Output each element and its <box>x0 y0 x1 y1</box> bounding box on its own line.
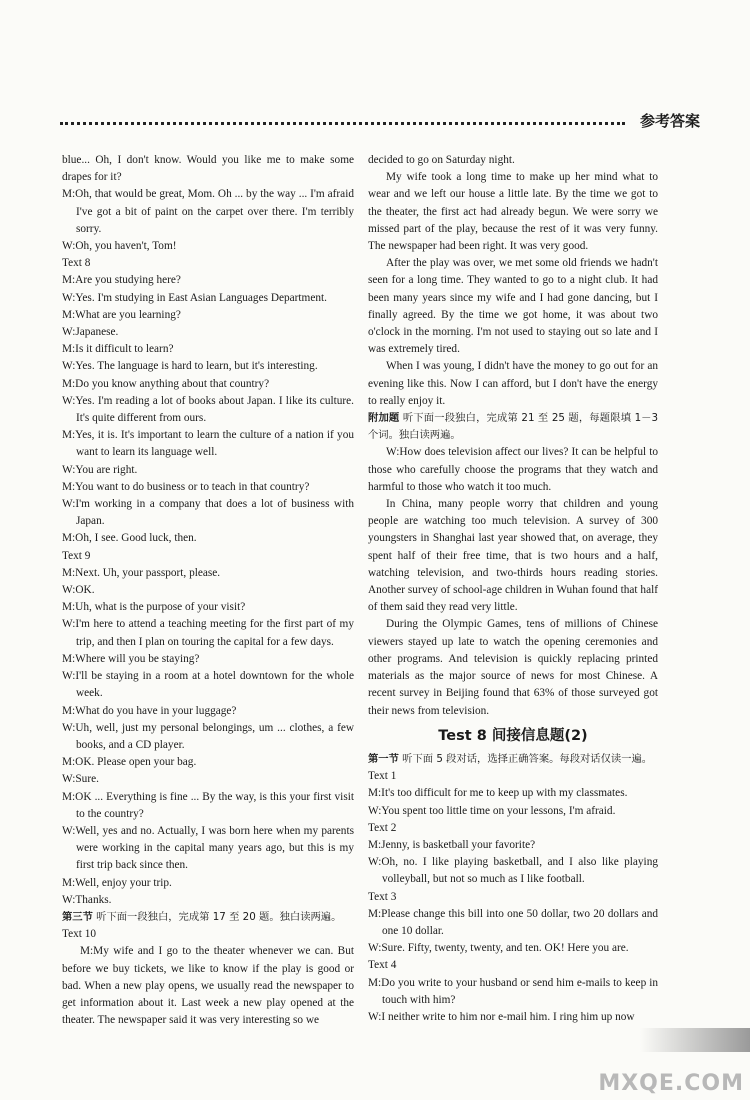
dotted-rule <box>60 122 625 125</box>
continued-text: decided to go on Saturday night. <box>368 154 515 166</box>
text-label: Text 8 <box>62 257 91 270</box>
paragraph: In China, many people worry that children and young people are watching too much television. A survey of 300 youngsters in Shanghai last year showed that, on average, they spent half of their free time, that is two hours and a half, watching television, and two-thirds hours reading stories. Another survey of school-age children in Wuhan found that half of them said they read very little. <box>368 498 658 614</box>
paragraph: My wife took a long time to make up her mind what to wear and we left our house a little late. By the time we got to the theater, the first act had already begun. We were sorry we missed part of the play, because the rest of it was very funny. The newspaper had been right. It was very good. <box>368 171 658 253</box>
dialogue-line: M:Jenny, is basketball your favorite? <box>368 838 536 851</box>
section-text: 听下面 5 段对话，选择正确答案。每段对话仅读一遍。 <box>398 752 653 765</box>
section-label: 第一节 <box>368 752 399 765</box>
dialogue-line: M:Is it difficult to learn? <box>62 343 174 356</box>
continued-text: blue... Oh, I don't know. Would you like me to make some drapes for it? <box>62 154 354 184</box>
text-label: Text 4 <box>368 959 397 972</box>
section-instruction <box>368 410 658 444</box>
dialogue-line: W:You spent too little time on your lessons, I'm afraid. <box>368 804 616 817</box>
watermark-logo: MXQE.COM <box>598 1071 744 1096</box>
dialogue-line: W:Yes. I'm studying in East Asian Languages Department. <box>62 291 327 304</box>
dialogue-line: M:You want to do business or to teach in that country? <box>62 480 310 493</box>
section-label: 第三节 <box>62 910 93 923</box>
watermark-band <box>640 1028 750 1052</box>
dialogue-line: M:Yes, it is. It's important to learn the culture of a nation if you want to learn its language well. <box>62 429 354 459</box>
dialogue-line: M:It's too difficult for me to keep up with my classmates. <box>368 787 628 800</box>
dialogue-line: M:OK. Please open your bag. <box>62 756 197 769</box>
dialogue-line: W:Thanks. <box>62 893 112 906</box>
dialogue-line: M:Are you studying here? <box>62 274 181 287</box>
paragraph: When I was young, I didn't have the money to go out for an evening like this. Now I can afford, but I don't have the energy to really enjoy it. <box>368 360 658 407</box>
dialogue-line: M:Please change this bill into one 50 dollar, two 20 dollars and one 10 dollar. <box>368 907 658 937</box>
section-label: 附加题 <box>368 412 400 425</box>
dialogue-line: M:What do you have in your luggage? <box>62 704 237 717</box>
dialogue-line: W:I'm working in a company that does a lot of business with Japan. <box>62 498 354 528</box>
text-label: Text 2 <box>368 821 397 834</box>
dialogue-line: W:I'm here to attend a teaching meeting for the first part of my trip, and then I plan on touring the capital for a few days. <box>62 618 354 648</box>
dialogue-line: W:Yes. The language is hard to learn, but it's interesting. <box>62 360 318 373</box>
test-heading: Test 8 间接信息题(2) <box>438 727 588 744</box>
section-instruction <box>62 909 354 926</box>
dialogue-line: M:Next. Uh, your passport, please. <box>62 566 221 579</box>
section-text: 听下面一段独白，完成第 17 至 20 题。独白读两遍。 <box>92 910 342 923</box>
header-title: 参考答案 <box>639 112 700 130</box>
dialogue-line: W:I'll be staying in a room at a hotel downtown for the whole week. <box>62 670 354 700</box>
section-instruction <box>368 751 658 768</box>
text-label: Text 10 <box>62 928 97 941</box>
text-label: Text 9 <box>62 549 91 562</box>
right-column <box>368 152 658 1026</box>
dialogue-line: W:Well, yes and no. Actually, I was born here when my parents were working in the capital many years ago, but this is my first trip back since then. <box>62 824 354 872</box>
dialogue-line: M:Do you write to your husband or send him e-mails to keep in touch with him? <box>368 976 658 1006</box>
paragraph: W:How does television affect our lives? It can be helpful to those who carefully choose the programs that they watch and harmful to those who watch it too much. <box>368 446 658 493</box>
text-label: Text 3 <box>368 890 397 903</box>
dialogue-line: M:Oh, I see. Good luck, then. <box>62 532 197 545</box>
dialogue-line: M:Well, enjoy your trip. <box>62 876 172 889</box>
text-label: Text 1 <box>368 770 397 783</box>
page-header <box>60 110 700 136</box>
dialogue-line: W:You are right. <box>62 463 138 476</box>
paragraph: After the play was over, we met some old friends we hadn't seen for a long time. They wanted to go to a night club. It had been many years since my wife and I had gone dancing, but I finally agreed. By the time we got home, it was about two o'clock in the morning. I'm not used to staying out so late and I was extremely tired. <box>368 257 658 356</box>
dialogue-line: W:Sure. <box>62 773 99 786</box>
dialogue-line: W:Uh, well, just my personal belongings, um ... clothes, a few books, and a CD player. <box>62 721 354 751</box>
dialogue-line: W:OK. <box>62 584 95 597</box>
dialogue-line: W:Japanese. <box>62 326 119 339</box>
dialogue-line: M:OK ... Everything is fine ... By the way, is this your first visit to the country? <box>62 790 354 820</box>
dialogue-line: W:Yes. I'm reading a lot of books about Japan. I like its culture. It's quite different from ours. <box>62 394 354 425</box>
dialogue-line: M:Where will you be staying? <box>62 652 200 665</box>
dialogue-line: M:Do you know anything about that country? <box>62 377 270 390</box>
dialogue-line: M:Oh, that would be great, Mom. Oh ... by the way ... I'm afraid I've got a bit of paint on the carpet over there. I'm terribly sorry. <box>62 188 354 235</box>
dialogue-line: W:Oh, you haven't, Tom! <box>62 240 177 253</box>
paragraph: M:My wife and I go to the theater whenever we can. But before we buy tickets, we like to know if the play is good or bad. When a new play opens, we usually read the newspaper to get information about it. Last week a new play opened at the theater. The newspaper said it was very interesting so we <box>62 945 354 1027</box>
dialogue-line: M:Uh, what is the purpose of your visit? <box>62 601 246 614</box>
left-column <box>62 152 354 1029</box>
dialogue-line: W:I neither write to him nor e-mail him. I ring him up now <box>368 1010 635 1023</box>
section-text: 听下面一段独白，完成第 21 至 25 题，每题限填 1－3 个词。独白读两遍。 <box>368 412 659 442</box>
dialogue-line: W:Sure. Fifty, twenty, twenty, and ten. OK! Here you are. <box>368 942 629 955</box>
dialogue-line: M:What are you learning? <box>62 308 181 321</box>
paragraph: During the Olympic Games, tens of millions of Chinese viewers stayed up late to watch the opening ceremonies and other programs. And television is quickly replacing printed materials as the major source of news for most Chinese. A recent survey in Beijing found that 63% of those surveyed got their news from television. <box>368 618 658 717</box>
dialogue-line: W:Oh, no. I like playing basketball, and I also like playing volleyball, but not so much as I like football. <box>368 856 658 886</box>
